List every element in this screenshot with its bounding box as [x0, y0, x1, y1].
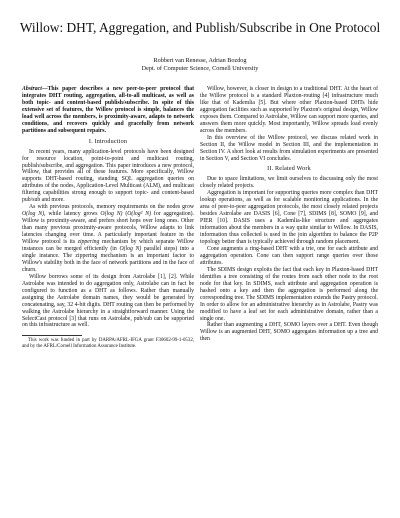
right-column: [200, 86, 378, 343]
intro-paragraph-2: As with previous protocols, memory requirements on the nodes grow O(log N), while latency grows O(log N) (O(log² N) for aggregation). Willow is proximity-aware, and prefers short hops over long ones. Other than many previous proximity-aware protocols, Willow adapts to link latencies changing over time. A particularly important feature in the Willow protocol is its zippering mechanism by which separate Willow instances can be merged efficiently (in O(log N) parallel steps) into a single instance. The zippering mechanism is an important factor to Willow's stability both in the face of network partitions and in the face of churn.: [22, 204, 195, 273]
abstract-label: Abstract: [22, 86, 42, 92]
footnote: This work was funded in part by DARPA/AFRL-IFGA grant F30602-99-1-0532, and by the AFRL/Cornell Information Assurance Institute.: [22, 338, 194, 350]
abstract: [22, 86, 194, 135]
related-paragraph-1: Due to space limitations, we limit ourselves to discussing only the most closely related projects.: [200, 176, 378, 190]
intro-paragraph-1: In recent years, many application-level protocols have been designed for resource location, point-to-point and multicast routing, publish/subscribe, and aggregation. This paper introduces a new protocol, Willow, that provides all of these features. More specifically, Willow supports DHT-based routing, standing SQL aggregation queries on attributes of the nodes, Application-Level Multicast (ALM), and multicast filtering capabilities strong enough to support topic- and content-based pub/sub and more.: [22, 148, 194, 204]
left-column: [22, 86, 194, 350]
section-heading-related-work: II. Related Work: [267, 166, 311, 173]
right-paragraph-2: In this overview of the Willow protocol, we discuss related work in Section II, the Willow model in Section III, and the implementation in Section IV. A short look at results from simulation experiments are presented in Section V, and Section VI concludes.: [200, 134, 378, 162]
section-heading-introduction: I. Introduction: [88, 138, 128, 145]
abstract-text: —This paper describes a new peer-to-peer protocol that integrates DHT routing, aggregation, all-to-all multicast, as well as both topic- and content-based publish/subscribe. In spite of this extensive set of features, the Willow protocol is simple, balances the load well across the members, is proximity-aware, adapts to network conditions, and recovers quickly and gracefully from network partitions and subsequent repairs.: [22, 86, 194, 134]
author-names: Robbert van Renesse, Adrian Bozdog: [153, 57, 247, 64]
right-paragraph-1: Willow, however, is closer in design to a traditional DHT. At the heart of the Willow protocol is a standard Plaxton-routing [4] infrastructure much like that of Kademlia [5]. But where other Plaxton-based DHTs hide aggregation facilities such as supported by Plaxton's original design, Willow exposes them. Compared to Astrolabe, Willow can support more queries, and answers them more quickly. Most importantly, Willow spreads load evenly across the members.: [200, 86, 378, 134]
related-paragraph-4: The SDIMS design exploits the fact that each key in Plaxton-based DHT identifies a tree consisting of the routes from each other node to the root node for that key. In SDIMS, each attribute and aggregation operation is hashed onto a key and then the aggregation is performed along the corresponding tree. The SDIMS implementation extends the Pastry protocol. In order to allow for an administrative hierarchy as in Astrolabe, Pastry was modified to have a leaf set for each administrative domain, rather than a single one.: [200, 266, 378, 322]
author-block: [0, 57, 400, 73]
author-affiliation: Dept. of Computer Science, Cornell University: [141, 65, 259, 72]
related-paragraph-3: Cone augments a ring-based DHT with a trie, one for each attribute and aggregation operation. Cone can then support range queries over those attributes.: [200, 245, 378, 266]
related-paragraph-2: Aggregation is important for supporting queries more complex than DHT lookup operations, as well as for scalable monitoring applications. In the area of peer-to-peer aggregation protocols, the most closely related projects besides Astrolabe are DASIS [6], Cone [7], SDIMS [8], SOMO [9], and PIER [10]. DASIS uses a Kademlia-like structure and aggregates information about the members in a way quite similar to Willow. In DASIS, information thus collected is used in the join algorithm to balance the P2P topology better than is typically achieved through random placement.: [200, 190, 378, 246]
related-paragraph-5: Rather than augmenting a DHT, SOMO layers over a DHT. Even though Willow is an augmented DHT, SOMO aggregates information up a tree and then: [200, 322, 378, 343]
paper-title: Willow: DHT, Aggregation, and Publish/Subscribe in One Protocol: [19, 20, 381, 35]
intro-paragraph-3: Willow borrows some of its design from Astrolabe [1], [2]. While Astrolabe was intended to do aggregation only, Astrolabe can in fact be configured to function as a DHT as follows. Rather than manually assigning the Astrolabe domain names, they would be generated by concatenating, say, 32 4-bit digits. DHT routing can then be performed by walking the Astrolabe hierarchy in a straightforward manner. Using the SelectCast protocol [3] that runs on Astrolabe, pub/sub can be supported on this infrastructure as well.: [22, 273, 194, 329]
footnote-divider: [22, 335, 82, 336]
